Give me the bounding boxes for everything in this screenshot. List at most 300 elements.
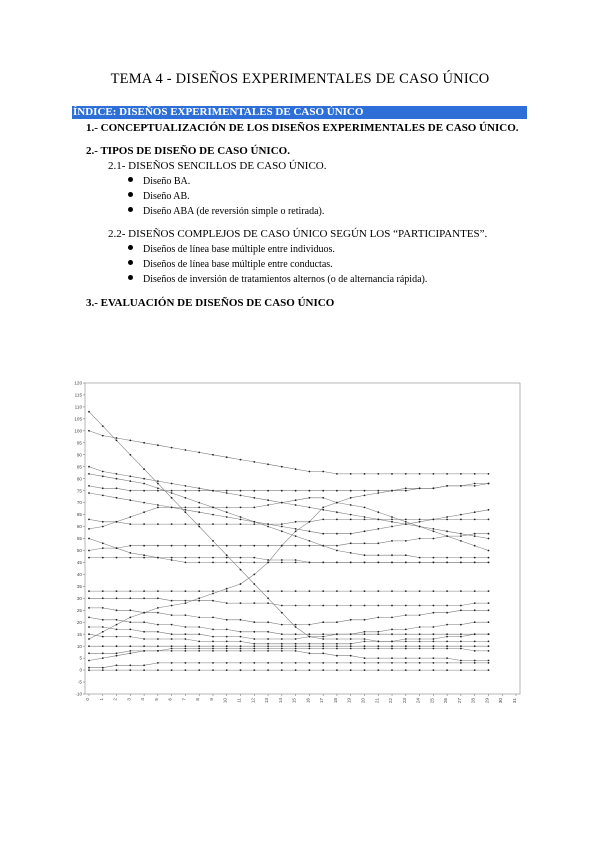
data-point: [157, 487, 159, 489]
data-point: [226, 545, 228, 547]
data-point: [226, 590, 228, 592]
data-point: [171, 545, 173, 547]
series-line-15: [89, 608, 489, 625]
series-line-2: [89, 412, 489, 642]
data-point: [474, 590, 476, 592]
data-point: [157, 523, 159, 525]
data-point: [157, 650, 159, 652]
data-point: [212, 514, 214, 516]
data-point: [281, 605, 283, 607]
data-point: [253, 545, 255, 547]
data-point: [433, 633, 435, 635]
data-point: [198, 487, 200, 489]
x-tick-label: 18: [332, 698, 338, 704]
x-tick-label: 31: [512, 698, 517, 704]
data-point: [185, 614, 187, 616]
data-point: [460, 609, 462, 611]
series-line-6: [89, 493, 489, 534]
data-point: [143, 442, 145, 444]
x-tick-label: 13: [264, 698, 270, 704]
data-point: [198, 597, 200, 599]
line-chart: [68, 378, 526, 708]
series-line-12: [89, 484, 489, 640]
data-point: [474, 669, 476, 671]
series-line-21: [89, 651, 489, 661]
data-point: [391, 562, 393, 564]
data-point: [377, 519, 379, 521]
data-point: [212, 641, 214, 643]
data-point: [488, 602, 490, 604]
data-point: [405, 657, 407, 659]
data-point: [474, 511, 476, 513]
data-point: [267, 602, 269, 604]
data-point: [157, 507, 159, 509]
data-point: [102, 626, 104, 628]
data-point: [419, 487, 421, 489]
data-point: [446, 605, 448, 607]
data-point: [198, 641, 200, 643]
data-point: [460, 590, 462, 592]
y-tick-label: -5: [77, 679, 82, 685]
data-point: [336, 502, 338, 504]
data-point: [474, 641, 476, 643]
data-point: [309, 521, 311, 523]
data-point: [88, 492, 90, 494]
data-point: [240, 641, 242, 643]
data-point: [185, 602, 187, 604]
data-point: [281, 612, 283, 614]
data-point: [474, 483, 476, 485]
x-tick-label: 22: [388, 698, 394, 704]
data-point: [88, 590, 90, 592]
data-point: [419, 626, 421, 628]
data-point: [88, 411, 90, 413]
data-point: [143, 669, 145, 671]
data-point: [102, 590, 104, 592]
data-point: [419, 519, 421, 521]
data-point: [364, 507, 366, 509]
data-point: [198, 590, 200, 592]
data-point: [377, 528, 379, 530]
data-point: [226, 650, 228, 652]
data-point: [226, 554, 228, 556]
data-point: [405, 521, 407, 523]
data-point: [488, 641, 490, 643]
data-point: [281, 638, 283, 640]
data-point: [295, 559, 297, 561]
data-point: [474, 485, 476, 487]
data-point: [460, 473, 462, 475]
data-point: [350, 497, 352, 499]
data-point: [322, 507, 324, 509]
bullet-icon: [128, 207, 133, 212]
data-point: [240, 645, 242, 647]
data-point: [129, 664, 131, 666]
data-point: [143, 478, 145, 480]
data-point: [322, 645, 324, 647]
data-point: [240, 662, 242, 664]
chart-series-layer: [88, 411, 489, 671]
y-tick-label: 70: [76, 500, 82, 506]
data-point: [391, 617, 393, 619]
data-point: [364, 605, 366, 607]
data-point: [102, 495, 104, 497]
data-point: [88, 626, 90, 628]
data-point: [116, 497, 118, 499]
data-point: [171, 507, 173, 509]
data-point: [419, 521, 421, 523]
data-point: [157, 444, 159, 446]
data-point: [433, 638, 435, 640]
data-point: [405, 519, 407, 521]
data-point: [267, 669, 269, 671]
data-point: [102, 557, 104, 559]
data-point: [336, 662, 338, 664]
data-point: [391, 521, 393, 523]
data-point: [350, 490, 352, 492]
data-point: [212, 590, 214, 592]
data-point: [185, 648, 187, 650]
x-tick-label: 15: [291, 698, 297, 704]
data-point: [116, 557, 118, 559]
series-line-11: [89, 558, 489, 563]
data-point: [405, 554, 407, 556]
data-point: [198, 523, 200, 525]
data-point: [240, 516, 242, 518]
data-point: [253, 461, 255, 463]
data-point: [116, 440, 118, 442]
data-point: [253, 621, 255, 623]
data-point: [433, 538, 435, 540]
data-point: [226, 619, 228, 621]
data-point: [171, 590, 173, 592]
data-point: [364, 519, 366, 521]
data-point: [322, 621, 324, 623]
data-point: [309, 497, 311, 499]
data-point: [391, 648, 393, 650]
data-point: [446, 662, 448, 664]
data-point: [350, 655, 352, 657]
data-point: [267, 648, 269, 650]
data-point: [419, 605, 421, 607]
data-point: [446, 519, 448, 521]
data-point: [336, 519, 338, 521]
data-point: [460, 645, 462, 647]
data-point: [405, 473, 407, 475]
data-point: [116, 669, 118, 671]
data-point: [350, 669, 352, 671]
data-point: [405, 629, 407, 631]
data-point: [212, 540, 214, 542]
data-point: [185, 509, 187, 511]
data-point: [350, 605, 352, 607]
bullet-icon: [128, 260, 133, 265]
data-point: [377, 590, 379, 592]
data-point: [309, 669, 311, 671]
y-tick-label: 45: [76, 560, 82, 566]
bullet-icon: [128, 245, 133, 250]
data-point: [309, 545, 311, 547]
data-point: [171, 633, 173, 635]
data-point: [391, 540, 393, 542]
data-point: [405, 641, 407, 643]
data-point: [143, 650, 145, 652]
x-tick-label: 5: [153, 698, 159, 701]
data-point: [322, 509, 324, 511]
series-line-22: [89, 663, 489, 668]
data-point: [405, 633, 407, 635]
data-point: [309, 562, 311, 564]
data-point: [88, 473, 90, 475]
data-point: [405, 562, 407, 564]
x-tick-label: 2: [112, 698, 118, 701]
data-point: [129, 557, 131, 559]
section-2-heading: 2.- TIPOS DE DISEÑO DE CASO ÚNICO.: [86, 145, 290, 157]
y-tick-label: 30: [76, 595, 82, 601]
data-point: [157, 607, 159, 609]
data-point: [364, 657, 366, 659]
data-point: [129, 545, 131, 547]
data-point: [102, 435, 104, 437]
data-point: [102, 487, 104, 489]
data-point: [281, 526, 283, 528]
page-title: TEMA 4 - DISEÑOS EXPERIMENTALES DE CASO ÚNICO: [110, 71, 490, 87]
data-point: [364, 490, 366, 492]
x-tick-label: 23: [401, 698, 407, 704]
data-point: [405, 540, 407, 542]
data-point: [212, 545, 214, 547]
data-point: [433, 662, 435, 664]
data-point: [129, 499, 131, 501]
data-point: [143, 483, 145, 485]
data-point: [295, 530, 297, 532]
data-point: [116, 652, 118, 654]
data-point: [281, 466, 283, 468]
data-point: [350, 590, 352, 592]
data-point: [226, 648, 228, 650]
list-item: Diseños de inversión de tratamientos alternos (o de alternancia rápida).: [128, 274, 427, 285]
data-point: [433, 605, 435, 607]
data-point: [240, 636, 242, 638]
data-point: [460, 660, 462, 662]
data-point: [171, 523, 173, 525]
data-point: [433, 626, 435, 628]
data-point: [364, 562, 366, 564]
data-point: [419, 648, 421, 650]
x-tick-label: 25: [429, 698, 435, 704]
data-point: [364, 631, 366, 633]
data-point: [336, 633, 338, 635]
y-tick-label: 40: [76, 571, 82, 577]
data-point: [377, 648, 379, 650]
data-point: [267, 504, 269, 506]
x-tick-label: 19: [346, 698, 352, 704]
data-point: [419, 590, 421, 592]
data-point: [129, 490, 131, 492]
data-point: [364, 645, 366, 647]
data-point: [226, 641, 228, 643]
data-point: [446, 641, 448, 643]
data-point: [171, 600, 173, 602]
data-point: [364, 516, 366, 518]
data-point: [295, 638, 297, 640]
data-point: [391, 641, 393, 643]
data-point: [226, 645, 228, 647]
data-point: [391, 519, 393, 521]
data-point: [309, 643, 311, 645]
data-point: [405, 662, 407, 664]
data-point: [460, 636, 462, 638]
subsection-2-2-heading: 2.2- DISEÑOS COMPLEJOS DE CASO ÚNICO SEGÚN LOS “PARTICIPANTES”.: [108, 228, 488, 240]
data-point: [212, 645, 214, 647]
data-point: [157, 669, 159, 671]
data-point: [446, 535, 448, 537]
data-point: [281, 645, 283, 647]
data-point: [474, 660, 476, 662]
data-point: [460, 485, 462, 487]
data-point: [419, 633, 421, 635]
data-point: [212, 629, 214, 631]
data-point: [226, 516, 228, 518]
data-point: [433, 648, 435, 650]
data-point: [377, 554, 379, 556]
data-point: [309, 490, 311, 492]
data-point: [143, 490, 145, 492]
data-point: [488, 538, 490, 540]
data-point: [198, 545, 200, 547]
data-point: [322, 545, 324, 547]
data-point: [364, 473, 366, 475]
data-point: [226, 490, 228, 492]
data-point: [253, 497, 255, 499]
data-point: [488, 509, 490, 511]
data-point: [102, 652, 104, 654]
data-point: [102, 542, 104, 544]
data-point: [129, 480, 131, 482]
data-point: [322, 471, 324, 473]
data-point: [116, 473, 118, 475]
data-point: [460, 533, 462, 535]
data-point: [336, 550, 338, 552]
data-point: [350, 542, 352, 544]
data-point: [143, 638, 145, 640]
data-point: [281, 590, 283, 592]
data-point: [157, 480, 159, 482]
data-point: [226, 629, 228, 631]
data-point: [226, 557, 228, 559]
data-point: [281, 502, 283, 504]
data-point: [309, 530, 311, 532]
x-tick-label: 20: [360, 698, 366, 704]
data-point: [433, 487, 435, 489]
y-tick-label: 35: [76, 583, 82, 589]
data-point: [336, 545, 338, 547]
data-point: [212, 523, 214, 525]
data-point: [419, 538, 421, 540]
data-point: [336, 655, 338, 657]
x-tick-label: 21: [374, 698, 380, 704]
data-point: [281, 648, 283, 650]
data-point: [309, 540, 311, 542]
data-point: [460, 648, 462, 650]
data-point: [391, 662, 393, 664]
data-point: [281, 650, 283, 652]
data-point: [295, 521, 297, 523]
data-point: [198, 562, 200, 564]
data-point: [116, 597, 118, 599]
data-point: [309, 507, 311, 509]
data-point: [212, 557, 214, 559]
data-point: [226, 562, 228, 564]
data-point: [88, 607, 90, 609]
y-tick-label: 65: [76, 512, 82, 518]
data-point: [350, 638, 352, 640]
data-point: [364, 542, 366, 544]
chart-axes: [74, 381, 520, 704]
data-point: [102, 475, 104, 477]
data-point: [446, 636, 448, 638]
data-point: [295, 626, 297, 628]
data-point: [88, 557, 90, 559]
data-point: [143, 612, 145, 614]
data-point: [488, 660, 490, 662]
data-point: [460, 641, 462, 643]
data-point: [391, 590, 393, 592]
data-point: [267, 645, 269, 647]
data-point: [240, 650, 242, 652]
list-item: Diseño BA.: [128, 176, 190, 187]
data-point: [143, 631, 145, 633]
data-point: [267, 650, 269, 652]
data-point: [309, 624, 311, 626]
y-tick-label: 100: [74, 428, 82, 434]
data-point: [474, 609, 476, 611]
y-tick-label: 95: [76, 440, 82, 446]
data-point: [267, 499, 269, 501]
data-point: [157, 490, 159, 492]
data-point: [433, 530, 435, 532]
data-point: [253, 650, 255, 652]
data-point: [253, 490, 255, 492]
data-point: [322, 652, 324, 654]
data-point: [116, 655, 118, 657]
data-point: [474, 473, 476, 475]
index-heading: ÍNDICE: DISEÑOS EXPERIMENTALES DE CASO ÚNICO: [72, 106, 527, 119]
data-point: [391, 490, 393, 492]
data-point: [460, 535, 462, 537]
data-point: [102, 425, 104, 427]
data-point: [240, 569, 242, 571]
x-tick-label: 24: [415, 698, 421, 704]
data-point: [488, 557, 490, 559]
data-point: [116, 521, 118, 523]
data-point: [322, 605, 324, 607]
y-tick-label: 75: [76, 488, 82, 494]
data-point: [350, 473, 352, 475]
data-point: [419, 638, 421, 640]
data-point: [391, 633, 393, 635]
data-point: [281, 662, 283, 664]
data-point: [157, 483, 159, 485]
data-point: [226, 662, 228, 664]
data-point: [391, 605, 393, 607]
data-point: [240, 507, 242, 509]
data-point: [460, 662, 462, 664]
data-point: [281, 490, 283, 492]
data-point: [391, 657, 393, 659]
data-point: [377, 617, 379, 619]
data-point: [295, 468, 297, 470]
